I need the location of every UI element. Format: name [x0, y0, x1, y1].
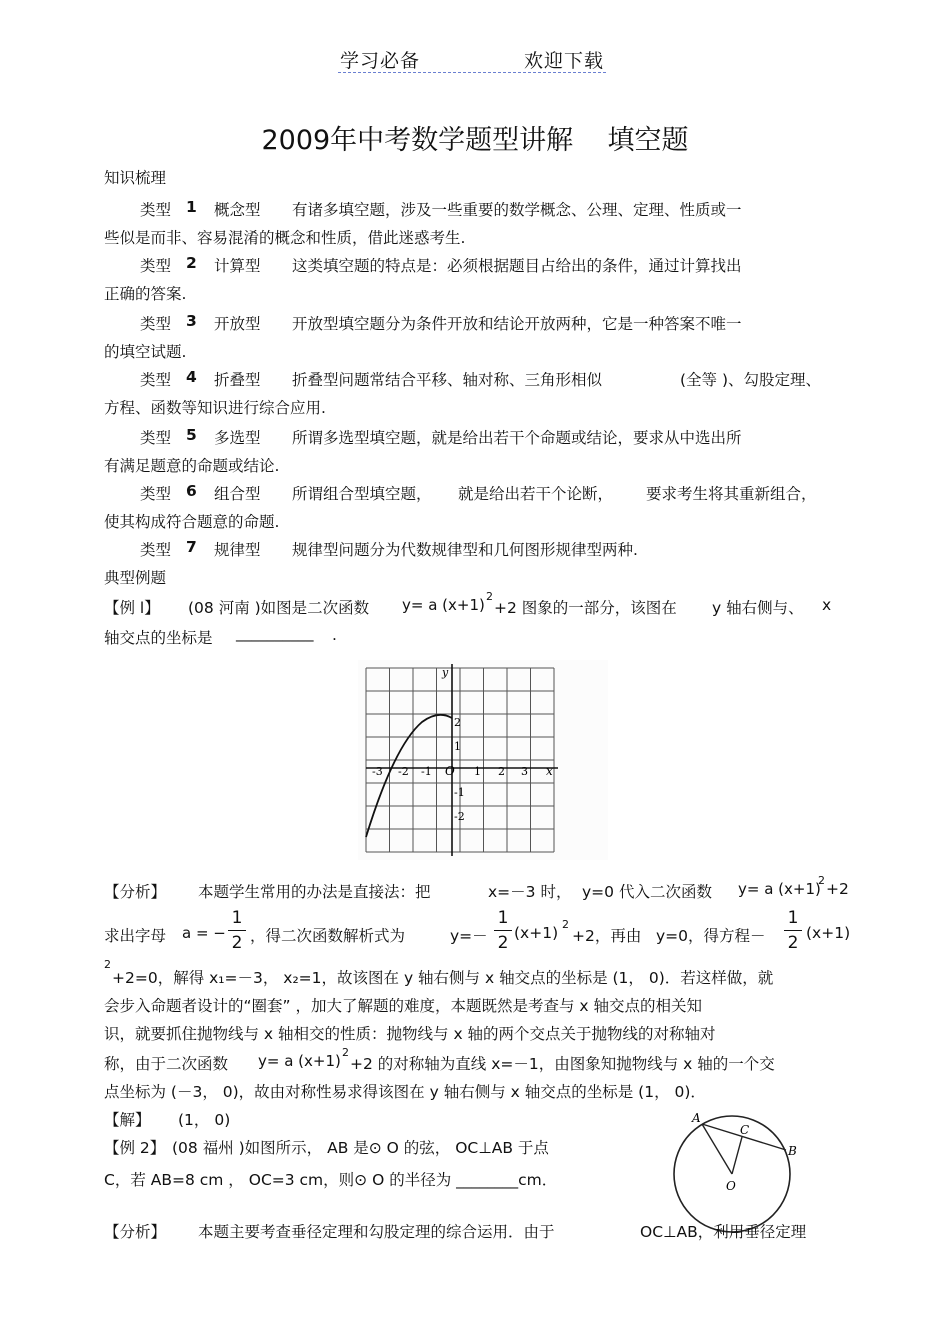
analysis1-l1exp: 2 [818, 874, 825, 887]
type-6-desc-line1c: 要求考生将其重新组合， [646, 485, 817, 503]
analysis1-l1b: x=－3 时， [488, 883, 572, 901]
type-3-label: 类型 [140, 315, 172, 333]
y-axis-label: y [442, 666, 449, 679]
type-2-label: 类型 [140, 257, 172, 275]
fraction-half-1: 1 2 [228, 910, 246, 952]
type-5-label: 类型 [140, 429, 172, 447]
example1-rest: +2 图象的一部分，该图在 [494, 599, 677, 617]
analysis1-l2b: a = − [182, 924, 226, 942]
point-c-label: C [740, 1123, 750, 1137]
type-5-desc-line1: 所谓多选型填空题，就是给出若干个命题或结论，要求从中选出所 [292, 429, 742, 447]
x-tick-2: 2 [498, 765, 505, 778]
analysis1-l4: 会步入命题者设计的“圈套” ，加大了解题的难度，本题既然是考查与 x 轴交点的相关知 [104, 997, 703, 1015]
type-6-desc-line1b: 就是给出若干个论断， [458, 485, 614, 503]
analysis1-l2a: 求出字母 [104, 927, 167, 945]
type-7-name: 规律型 [214, 541, 261, 559]
point-b-label: B [788, 1144, 797, 1158]
type-2-name: 计算型 [214, 257, 261, 275]
header-rule [338, 72, 606, 73]
type-6-name: 组合型 [214, 485, 261, 503]
analysis2-text: 本题主要考查垂径定理和勾股定理的综合运用．由于 [198, 1223, 555, 1241]
example2-line2: C，若 AB=8 cm ， OC=3 cm，则⊙ O 的半径为 ________cm． [104, 1171, 558, 1189]
y-tick-neg2: -2 [454, 810, 465, 823]
y-tick-2: 2 [454, 716, 461, 729]
analysis1-l3exp: 2 [104, 958, 111, 971]
example1-blank-end: . [332, 626, 337, 644]
type-4-desc-line1: 折叠型问题常结合平移、轴对称、三角形相似 [292, 371, 603, 389]
analysis1-l1d: y= a (x+1) [738, 880, 821, 898]
examples-heading: 典型例题 [104, 569, 167, 587]
type-1-label: 类型 [140, 201, 172, 219]
x-tick-1: 1 [474, 765, 481, 778]
analysis1-l2d: y=－ [450, 927, 488, 945]
x-tick-neg1: -1 [421, 765, 432, 778]
analysis1-l2c: ，得二次函数解析式为 [250, 927, 406, 945]
type-2-number: 2 [186, 254, 197, 272]
circle-figure [662, 1104, 812, 1234]
type-5-name: 多选型 [214, 429, 261, 447]
example1-source: (08 河南 )如图是二次函数 [188, 599, 370, 617]
x-tick-neg3: -3 [372, 765, 383, 778]
example1-formula: y= a (x+1) [402, 596, 485, 614]
type-3-desc-line2: 的填空试题. [104, 343, 187, 361]
example1-line2: 轴交点的坐标是 [104, 629, 213, 647]
type-4-desc-line1b: (全等 )、勾股定理、 [680, 371, 822, 389]
header-left: 学习必备 [340, 50, 421, 72]
type-4-number: 4 [186, 368, 197, 386]
type-6-desc-line1: 所谓组合型填空题， [292, 485, 432, 503]
type-1-number: 1 [186, 198, 197, 216]
point-a-label: A [692, 1111, 701, 1125]
type-4-name: 折叠型 [214, 371, 261, 389]
origin-label: O [445, 764, 455, 778]
type-2-desc-line1: 这类填空题的特点是：必须根据题目占给出的条件，通过计算找出 [292, 257, 742, 275]
solution1-tag: 【解】 [104, 1111, 151, 1129]
example1-rest2: y 轴右侧与、 [712, 599, 804, 617]
analysis1-l2h: (x+1) [806, 924, 851, 942]
analysis2-tag: 【分析】 [104, 1223, 167, 1241]
fraction-half-2: 1 2 [494, 910, 512, 952]
y-tick-neg1: -1 [454, 786, 465, 799]
type-7-number: 7 [186, 538, 197, 556]
type-7-label: 类型 [140, 541, 172, 559]
analysis1-l2e: (x+1) [514, 924, 559, 942]
point-o-label: O [726, 1179, 736, 1193]
example1-blank: __________ [236, 624, 314, 642]
solution1-answer: (1， 0) [178, 1111, 231, 1129]
analysis1-l2f: +2，再由 [572, 927, 642, 945]
type-4-desc-line2: 方程、函数等知识进行综合应用. [104, 399, 326, 417]
x-tick-neg2: -2 [398, 765, 409, 778]
analysis1-tag: 【分析】 [104, 883, 167, 901]
x-tick-3: 3 [521, 765, 528, 778]
example2-line1: (08 福州 )如图所示， AB 是⊙ O 的弦， OC⊥AB 于点 [172, 1139, 549, 1157]
knowledge-heading: 知识梳理 [104, 169, 167, 187]
type-3-number: 3 [186, 312, 197, 330]
type-4-label: 类型 [140, 371, 172, 389]
type-2-desc-line2: 正确的答案. [104, 285, 187, 303]
analysis1-l6a: 称，由于二次函数 [104, 1055, 229, 1073]
parabola-graph [358, 660, 608, 860]
example1-exp: 2 [486, 590, 493, 603]
example1-tag: 【例 l】 [104, 599, 160, 617]
analysis1-l5: 识，就要抓住抛物线与 x 轴相交的性质：抛物线与 x 轴的两个交点关于抛物线的对称轴对 [104, 1025, 716, 1043]
analysis1-l7: 点坐标为 (－3， 0)，故由对称性易求得该图在 y 轴右侧与 x 轴交点的坐标是 (1， 0)． [104, 1083, 706, 1101]
page-title: 2009年中考数学题型讲解 填空题 [261, 125, 689, 156]
type-7-desc-line1: 规律型问题分为代数规律型和几何图形规律型两种. [292, 541, 638, 559]
type-3-desc-line1: 开放型填空题分为条件开放和结论开放两种，它是一种答案不唯一 [292, 315, 742, 333]
type-6-label: 类型 [140, 485, 172, 503]
type-6-desc-line2: 使其构成符合题意的命题. [104, 513, 280, 531]
analysis1-l2g: y=0，得方程－ [656, 927, 766, 945]
fraction-half-3: 1 2 [784, 910, 802, 952]
type-6-number: 6 [186, 482, 197, 500]
type-1-desc-line1: 有诸多填空题，涉及一些重要的数学概念、公理、定理、性质或一 [292, 201, 742, 219]
type-1-name: 概念型 [214, 201, 261, 219]
analysis1-l2exp: 2 [562, 918, 569, 931]
type-3-name: 开放型 [214, 315, 261, 333]
x-axis-label: x [546, 764, 553, 778]
example1-rest3: x [822, 596, 832, 614]
analysis1-l6exp: 2 [342, 1046, 349, 1059]
type-5-desc-line2: 有满足题意的命题或结论. [104, 457, 280, 475]
header-right: 欢迎下载 [524, 50, 605, 72]
y-tick-1: 1 [454, 740, 461, 753]
analysis1-l1a: 本题学生常用的办法是直接法：把 [198, 883, 431, 901]
example2-tag: 【例 2】 [104, 1139, 166, 1157]
analysis1-l6c: +2 的对称轴为直线 x=－1，由图象知抛物线与 x 轴的一个交 [350, 1055, 775, 1073]
analysis1-l6b: y= a (x+1) [258, 1052, 341, 1070]
analysis2-text2: OC⊥AB，利用垂径定理 [640, 1223, 807, 1241]
analysis1-l1e: +2 [826, 880, 849, 898]
analysis1-l3: +2=0，解得 x₁=－3， x₂=1，故该图在 y 轴右侧与 x 轴交点的坐标是 (1， 0)．若这样做，就 [112, 969, 774, 987]
type-1-desc-line2: 些似是而非、容易混淆的概念和性质，借此迷惑考生. [104, 229, 466, 247]
type-5-number: 5 [186, 426, 197, 444]
analysis1-l1c: y=0 代入二次函数 [582, 883, 712, 901]
